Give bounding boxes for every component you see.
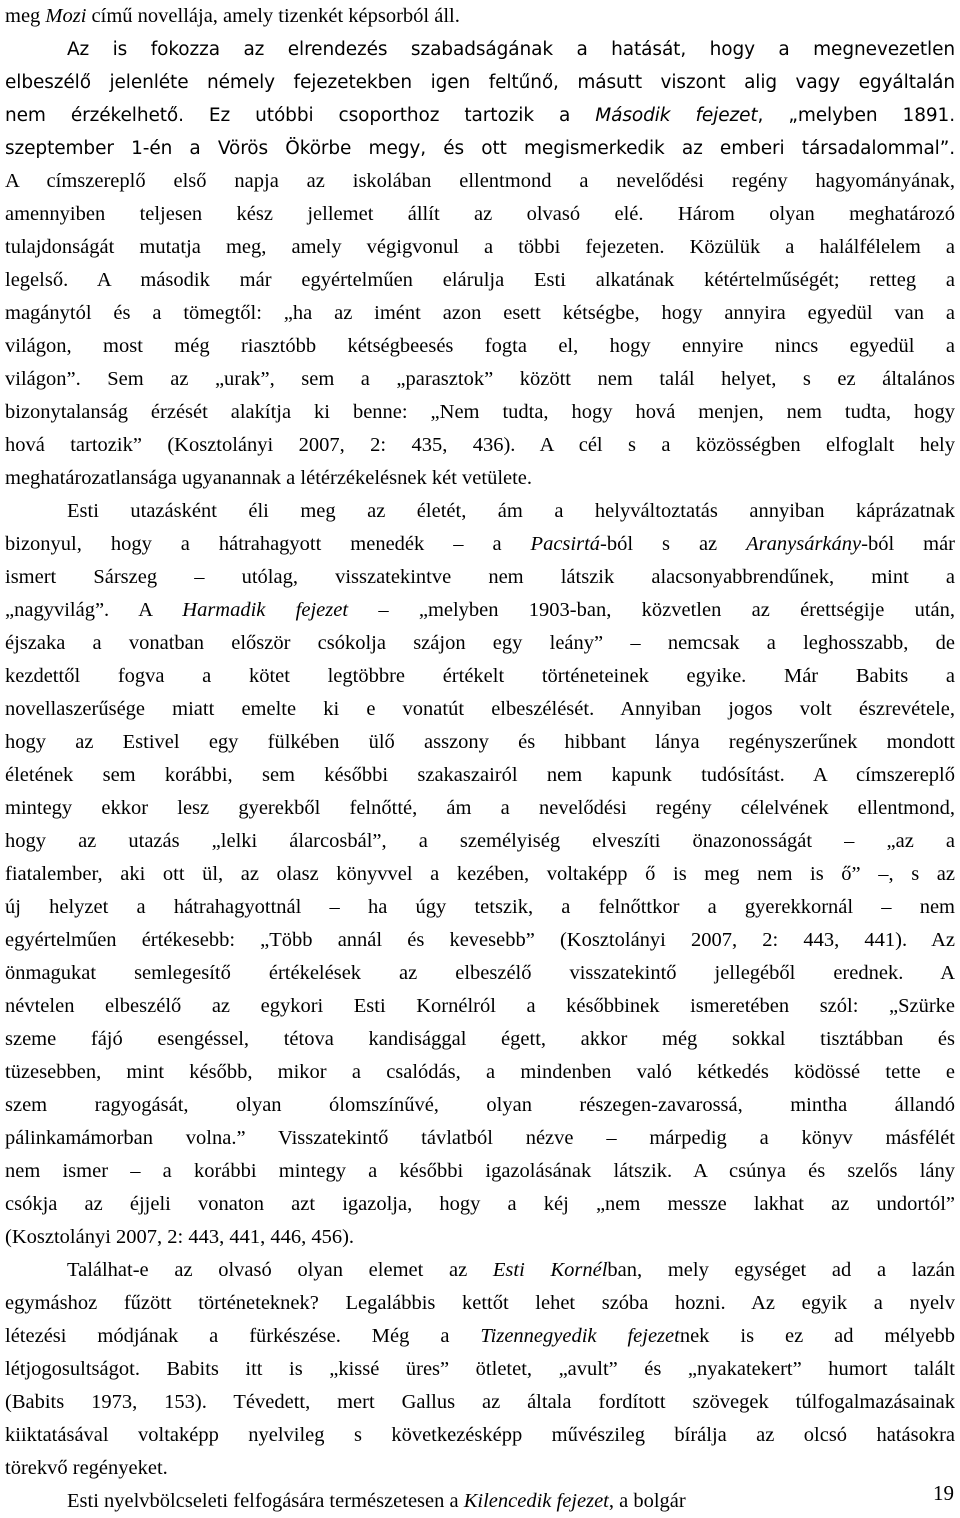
text-run: törekvő regényeket.	[5, 1457, 168, 1479]
text-line	[5, 1221, 955, 1254]
text-line	[5, 132, 955, 165]
text-run: legelső. A második már egyértelműen elárulja Esti alkatának kétértelműségét; retteg a	[5, 269, 955, 291]
text-line	[5, 594, 955, 627]
text-run: világon”. Sem az „urak”, sem a „parasztok” között nem talál helyet, s ez általános	[5, 368, 955, 390]
text-run: létezési módjának a fürkészése. Még a	[5, 1325, 481, 1347]
text-run: Esti nyelvbölcseleti felfogására természetesen a	[67, 1490, 464, 1512]
text-line	[5, 1023, 955, 1056]
text-line	[5, 297, 955, 330]
text-run: hová tartozik” (Kosztolányi 2007, 2: 435, 436). A cél s a közösségben elfoglalt hely	[5, 434, 955, 456]
text-run: szeptember 1-én a Vörös Ökörbe megy, és ott megismerkedik az emberi társadalommal”.	[5, 138, 955, 159]
text-line	[5, 891, 955, 924]
text-run: magánytól és a tömegtől: „ha az imént azon esett kétségbe, hogy annyira egyedül van a	[5, 302, 955, 324]
text-line	[5, 957, 955, 990]
text-run: egymáshoz fűzött történeteknek? Legalábbis kettőt lehet szóba hozni. Az egyik a nyelv	[5, 1292, 955, 1314]
text-line	[5, 99, 955, 132]
text-line	[5, 990, 955, 1023]
document-page	[5, 0, 955, 1518]
text-run: bizonyul, hogy a hátrahagyott menedék – a	[5, 533, 531, 555]
text-run: pálinkamámorban volna.” Visszatekintő távlatból nézve – márpedig a könyv másfélét	[5, 1127, 955, 1149]
text-run: kiiktatásával voltaképp nyelvileg s következésképp művészileg bírálja az olcsó hatásokra	[5, 1424, 955, 1446]
text-line	[5, 561, 955, 594]
text-line	[5, 1452, 955, 1485]
text-run: nem ismer – a korábbi mintegy a későbbi igazolásának látszik. A csúnya és szelős lány	[5, 1160, 955, 1182]
text-run: meg	[5, 5, 46, 27]
text-run: világon, most még riasztóbb kétségbeesés fogta el, hogy ennyire nincs egyedül a	[5, 335, 955, 357]
text-line	[5, 264, 955, 297]
text-line	[5, 825, 955, 858]
text-line	[5, 1320, 955, 1353]
text-run: mintegy ekkor lesz gyerekből felnőtté, ám a nevelődési regény célelvének ellentmond,	[5, 797, 955, 819]
text-line	[5, 759, 955, 792]
text-line	[5, 1419, 955, 1452]
text-run: új helyzet a hátrahagyottnál – ha úgy tetszik, a felnőttkor a gyerekkornál – nem	[5, 896, 955, 918]
text-line	[5, 660, 955, 693]
text-line	[5, 1287, 955, 1320]
text-line	[5, 627, 955, 660]
text-line	[5, 726, 955, 759]
italic-title: Harmadik fejezet	[182, 599, 349, 621]
text-run: bizonytalanság érzését alakítja ki benne: „Nem tudta, hogy hová menjen, nem tudta, hogy	[5, 401, 955, 423]
text-line	[5, 165, 955, 198]
text-line	[5, 1386, 955, 1419]
text-run: -ból s az	[600, 533, 747, 555]
text-line	[5, 1353, 955, 1386]
text-line	[5, 1056, 955, 1089]
text-run: nem érzékelhető. Ez utóbbi csoporthoz tartozik a	[5, 105, 596, 126]
text-line	[5, 396, 955, 429]
text-line	[5, 1155, 955, 1188]
text-run: , a bolgár	[608, 1490, 686, 1512]
text-run: amennyiben teljesen kész jellemet állít az olvasó elé. Három olyan meghatározó	[5, 203, 955, 225]
text-run: című novellája, amely tizenkét képsorból áll.	[86, 5, 460, 27]
text-run: (Babits 1973, 153). Tévedett, mert Gallus az általa fordított szövegek túlfogalmazásainak	[5, 1391, 955, 1413]
text-run: ban, mely egységet ad a lazán	[607, 1259, 955, 1281]
text-line	[5, 231, 955, 264]
text-line	[5, 66, 955, 99]
text-run: – „melyben 1903-ban, közvetlen az érettségije után,	[348, 599, 955, 621]
text-run: , „melyben 1891.	[757, 105, 955, 126]
text-line	[5, 33, 955, 66]
italic-title: Aranysárkány	[746, 533, 862, 555]
text-line	[5, 495, 955, 528]
text-run: Találhat-e az olvasó olyan elemet az	[67, 1259, 493, 1281]
text-run: hogy az Estivel egy fülkében ülő asszony és hibbant lánya regényszerűnek mondott	[5, 731, 955, 753]
text-line	[5, 1188, 955, 1221]
page-number: 19	[933, 1481, 954, 1505]
text-line	[5, 858, 955, 891]
italic-title: Kilencedik fejezet	[463, 1490, 609, 1512]
text-run: Esti utazásként éli meg az életét, ám a helyváltoztatás annyiban káprázatnak	[67, 500, 955, 522]
text-run: éjszaka a vonatban először csókolja szájon egy leány” – nemcsak a leghosszabb, de	[5, 632, 955, 654]
text-line	[5, 363, 955, 396]
text-line	[5, 198, 955, 231]
text-run: kezdettől fogva a kötet legtöbbre értékelt történeteinek egyike. Már Babits a	[5, 665, 955, 687]
text-run: szem ragyogását, olyan ólomszínűvé, olyan részegen-zavarossá, mintha állandó	[5, 1094, 955, 1116]
italic-title: Tizennegyedik fejezet	[480, 1325, 680, 1347]
text-run: egyértelműen értékesebb: „Több annál és kevesebb” (Kosztolányi 2007, 2: 443, 441). Az	[5, 929, 955, 951]
text-run: önmagukat semlegesítő értékelések az elbeszélő visszatekintő jellegéből erednek. A	[5, 962, 955, 984]
text-run: fiatalember, aki ott ül, az olasz könyvvel a kezében, voltaképp ő is meg nem is ő” –, s az	[5, 863, 955, 885]
body-text	[5, 0, 955, 1518]
text-run: A címszereplő első napja az iskolában ellentmond a nevelődési regény hagyományának,	[5, 170, 955, 192]
text-run: hogy az utazás „lelki álarcosbál”, a személyiség elveszíti önazonosságát – „az a	[5, 830, 955, 852]
italic-title: Mozi	[45, 5, 87, 27]
text-run: -ból már	[861, 533, 956, 555]
text-line	[5, 1485, 955, 1518]
text-line	[5, 429, 955, 462]
text-line	[5, 330, 955, 363]
text-run: (Kosztolányi 2007, 2: 443, 441, 446, 456).	[5, 1226, 355, 1248]
text-line	[5, 924, 955, 957]
text-line	[5, 528, 955, 561]
text-run: csókja az éjjeli vonaton azt igazolja, hogy a kéj „nem messze lakhat az undortól”	[5, 1193, 955, 1215]
text-line	[5, 1122, 955, 1155]
text-run: nek is ez ad mélyebb	[679, 1325, 956, 1347]
text-run: novellaszerűsége miatt emelte ki e vonatút elbeszélését. Annyiban jogos volt észrevétele,	[5, 698, 955, 720]
text-line	[5, 792, 955, 825]
text-run: létjogosultságot. Babits itt is „kissé üres” ötletet, „avult” és „nyakatekert” humort talált	[5, 1358, 955, 1380]
text-run: meghatározatlansága ugyanannak a létérzékelésnek két vetülete.	[5, 467, 533, 489]
text-line	[5, 0, 955, 33]
text-line	[5, 462, 955, 495]
italic-title: Pacsirtá	[530, 533, 601, 555]
text-run: „nagyvilág”. A	[5, 599, 183, 621]
text-line	[5, 1254, 955, 1287]
text-run: névtelen elbeszélő az egykori Esti Kornélról a későbbinek ismeretében szól: „Szürke	[5, 995, 955, 1017]
text-line	[5, 693, 955, 726]
text-run: tulajdonságát mutatja meg, amely végigvonul a többi fejezeten. Közülük a halálfélelem a	[5, 236, 955, 258]
text-run: Az is fokozza az elrendezés szabadságának a hatását, hogy a megnevezetlen	[67, 39, 955, 60]
text-run: tüzesebben, mint később, mikor a csalódás, a mindenben való kétkedés ködössé tette e	[5, 1061, 955, 1083]
text-run: elbeszélő jelenléte némely fejezetekben igen feltűnő, másutt viszont alig vagy egyáltalán	[5, 72, 955, 93]
text-run: ismert Sárszeg – utólag, visszatekintve nem látszik alacsonyabbrendűnek, mint a	[5, 566, 955, 588]
text-line	[5, 1089, 955, 1122]
italic-title: Második fejezet	[595, 105, 758, 126]
text-run: életének sem korábbi, sem későbbi szakaszairól nem kapunk tudósítást. A címszereplő	[5, 764, 955, 786]
italic-title: Esti Kornél	[492, 1259, 608, 1281]
text-run: szeme fájó esengéssel, tétova kandisággal égett, akkor még sokkal tisztábban és	[5, 1028, 955, 1050]
